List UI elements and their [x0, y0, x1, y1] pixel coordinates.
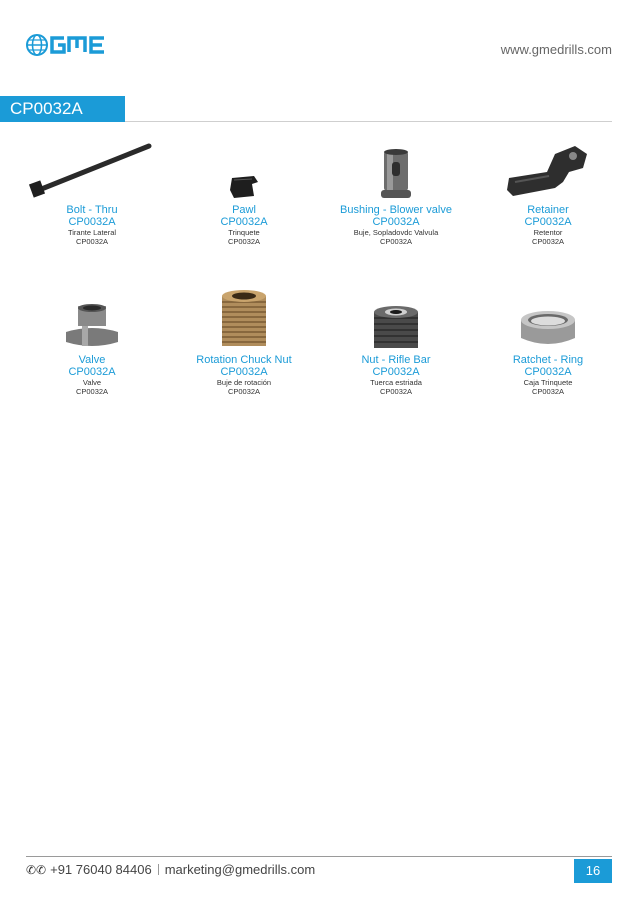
product-code: CP0032A — [524, 366, 572, 378]
product-sub-code: CP0032A — [227, 387, 261, 396]
product-translation: Valve — [82, 378, 102, 387]
product-sub-code: CP0032A — [75, 387, 109, 396]
product-translation: Trinquete — [228, 228, 260, 237]
product-card[interactable] — [320, 130, 472, 246]
rifle-nut-image — [320, 280, 472, 352]
valve-image — [16, 280, 168, 352]
bushing-image — [320, 130, 472, 202]
product-code: CP0032A — [220, 216, 268, 228]
product-translation: Buje de rotación — [216, 378, 272, 387]
gme-logo — [26, 33, 126, 57]
product-name: Bolt - Thru — [66, 204, 118, 216]
product-code: CP0032A — [372, 216, 420, 228]
product-sub-code: CP0032A — [379, 237, 413, 246]
product-sub-code: CP0032A — [531, 387, 565, 396]
product-translation: Retentor — [533, 228, 563, 237]
product-card[interactable] — [472, 280, 624, 396]
product-name: Valve — [78, 354, 106, 366]
footer-separator — [158, 864, 159, 875]
product-code: CP0032A — [372, 366, 420, 378]
product-translation: Caja Trinquete — [523, 378, 573, 387]
product-name: Retainer — [527, 204, 569, 216]
product-card[interactable] — [168, 280, 320, 396]
footer-contact — [26, 862, 315, 877]
product-translation: Tuerca estriada — [370, 378, 422, 387]
product-translation: Buje, Sopladovdc Valvula — [353, 228, 439, 237]
section-divider — [125, 121, 612, 122]
product-card[interactable] — [16, 280, 168, 396]
product-code: CP0032A — [524, 216, 572, 228]
product-sub-code: CP0032A — [531, 237, 565, 246]
product-sub-code: CP0032A — [379, 387, 413, 396]
product-name: Pawl — [232, 204, 256, 216]
email-link[interactable]: marketing@gmedrills.com — [164, 862, 316, 877]
bolt-thru-image — [16, 130, 168, 202]
product-name: Ratchet - Ring — [512, 354, 584, 366]
ratchet-ring-image — [472, 280, 624, 352]
product-name: Rotation Chuck Nut — [196, 354, 292, 366]
product-code: CP0032A — [68, 366, 116, 378]
product-card[interactable] — [168, 130, 320, 246]
product-code: CP0032A — [220, 366, 268, 378]
page-number: 16 — [574, 859, 612, 883]
product-code: CP0032A — [68, 216, 116, 228]
product-card[interactable] — [472, 130, 624, 246]
gme-logo-mark — [26, 33, 126, 57]
pawl-image — [168, 130, 320, 202]
phone-number[interactable]: +91 76040 84406 — [50, 862, 152, 877]
retainer-image — [472, 130, 624, 202]
product-translation: Tirante Lateral — [67, 228, 117, 237]
product-card[interactable] — [320, 280, 472, 396]
product-name: Bushing - Blower valve — [340, 204, 452, 216]
product-sub-code: CP0032A — [227, 237, 261, 246]
product-name: Nut - Rifle Bar — [361, 354, 431, 366]
footer-divider — [26, 856, 612, 857]
chuck-nut-image — [168, 280, 320, 352]
section-title: CP0032A — [0, 96, 125, 122]
product-sub-code: CP0032A — [75, 237, 109, 246]
website-link[interactable]: www.gmedrills.com — [500, 42, 612, 57]
product-card[interactable] — [16, 130, 168, 246]
phone-whatsapp-icon: ✆✆ — [26, 862, 47, 877]
